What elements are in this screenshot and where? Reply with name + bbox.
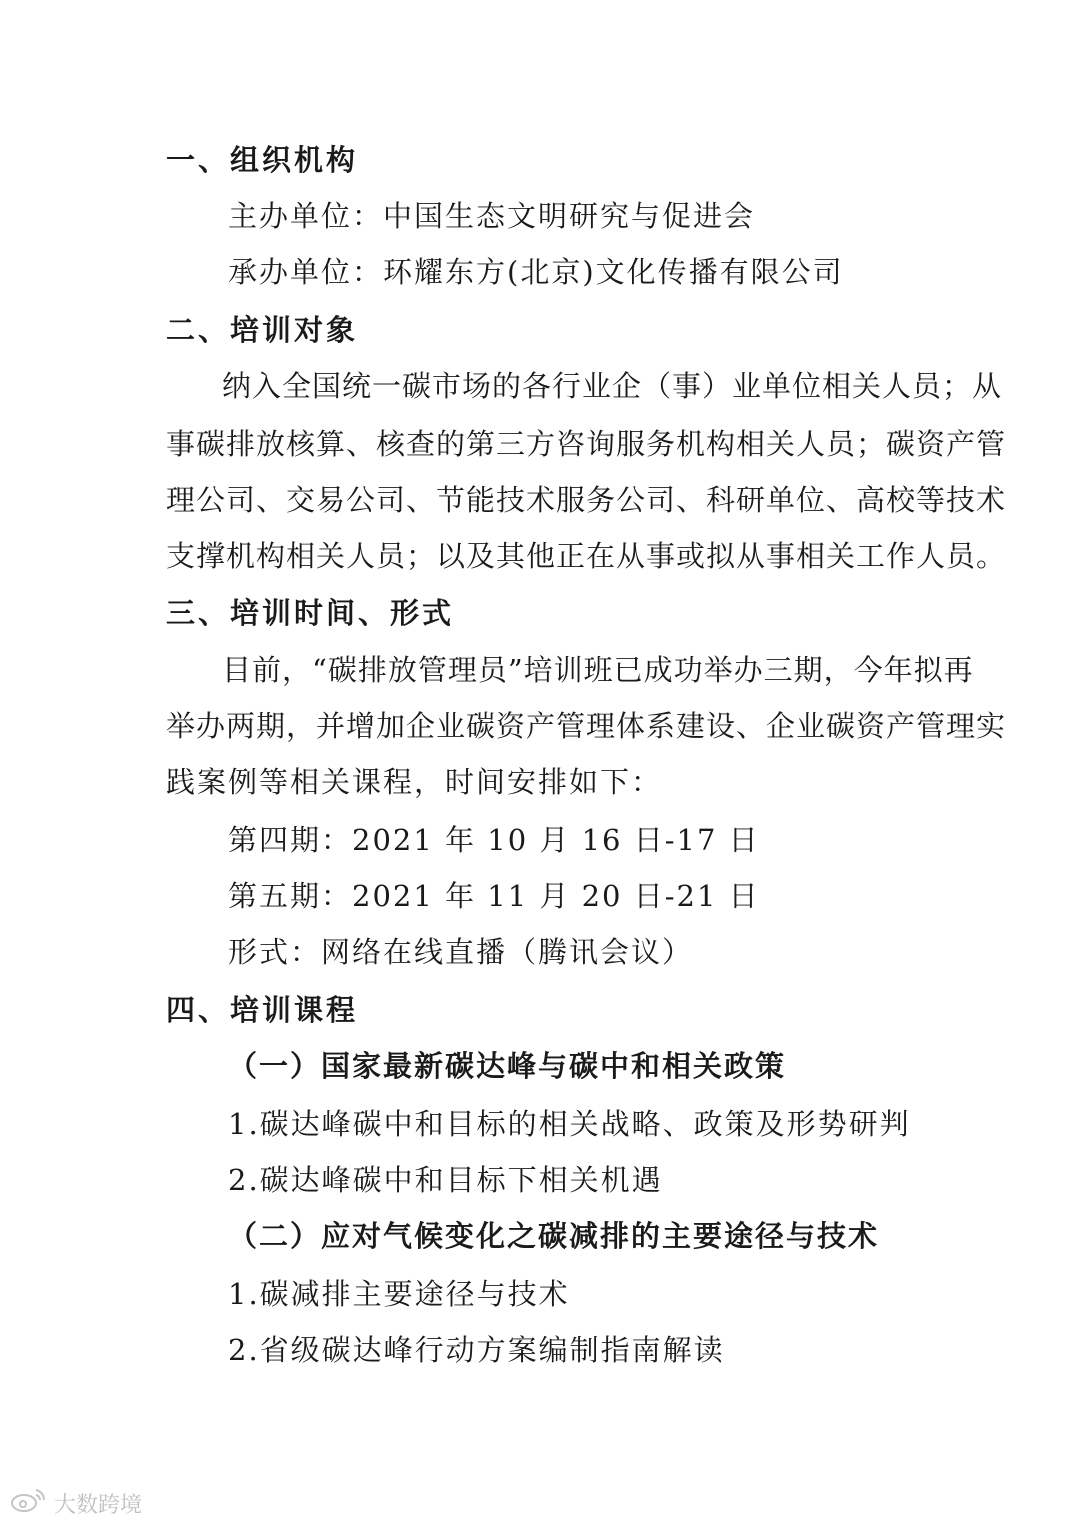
section-heading-3	[166, 593, 454, 633]
course-item: 2.碳达峰碳中和目标下相关机遇	[228, 1163, 663, 1197]
section-heading-4	[166, 990, 358, 1030]
section-number: 二、	[166, 313, 231, 347]
section-heading-2	[166, 310, 358, 350]
format-line: 形式：网络在线直播（腾讯会议）	[228, 935, 694, 969]
section-number: 三、	[166, 596, 231, 630]
course-item: 2.省级碳达峰行动方案编制指南解读	[228, 1333, 725, 1367]
section-number: 四、	[166, 993, 231, 1027]
session-five-line: 第五期：2021 年 11 月 20 日-21 日	[228, 879, 760, 913]
paragraph-line: 事碳排放核算、核查的第三方咨询服务机构相关人员；碳资产管	[166, 427, 1007, 461]
weibo-logo-icon	[10, 1486, 50, 1520]
course-subheading-1: （一）国家最新碳达峰与碳中和相关政策	[228, 1049, 787, 1083]
section-title: 培训对象	[230, 313, 359, 347]
paragraph-line: 目前，“碳排放管理员”培训班已成功举办三期，今年拟再	[222, 653, 974, 687]
watermark	[10, 1487, 142, 1519]
section-heading-1	[166, 140, 358, 180]
course-subheading-2: （二）应对气候变化之碳减排的主要途径与技术	[228, 1219, 880, 1253]
section-title: 组织机构	[230, 143, 359, 177]
paragraph-line: 纳入全国统一碳市场的各行业企（事）业单位相关人员；从	[222, 369, 1003, 403]
paragraph-line: 践案例等相关课程，时间安排如下：	[166, 765, 663, 799]
session-four-line: 第四期：2021 年 10 月 16 日-17 日	[228, 823, 760, 857]
watermark-text: 大数跨境	[54, 1492, 143, 1518]
course-item: 1.碳减排主要途径与技术	[228, 1277, 570, 1311]
section-title: 培训课程	[230, 993, 359, 1027]
course-item: 1.碳达峰碳中和目标的相关战略、政策及形势研判	[228, 1107, 911, 1141]
paragraph-line: 举办两期，并增加企业碳资产管理体系建设、企业碳资产管理实	[166, 709, 1007, 743]
section-title: 培训时间、形式	[230, 596, 455, 630]
paragraph-line: 支撑机构相关人员；以及其他正在从事或拟从事相关工作人员。	[166, 539, 1007, 573]
organizer-line: 主办单位：中国生态文明研究与促进会	[228, 199, 756, 233]
co-organizer-line: 承办单位：环耀东方(北京)文化传播有限公司	[228, 255, 844, 289]
section-number: 一、	[166, 143, 231, 177]
paragraph-line: 理公司、交易公司、节能技术服务公司、科研单位、高校等技术	[166, 483, 1007, 517]
